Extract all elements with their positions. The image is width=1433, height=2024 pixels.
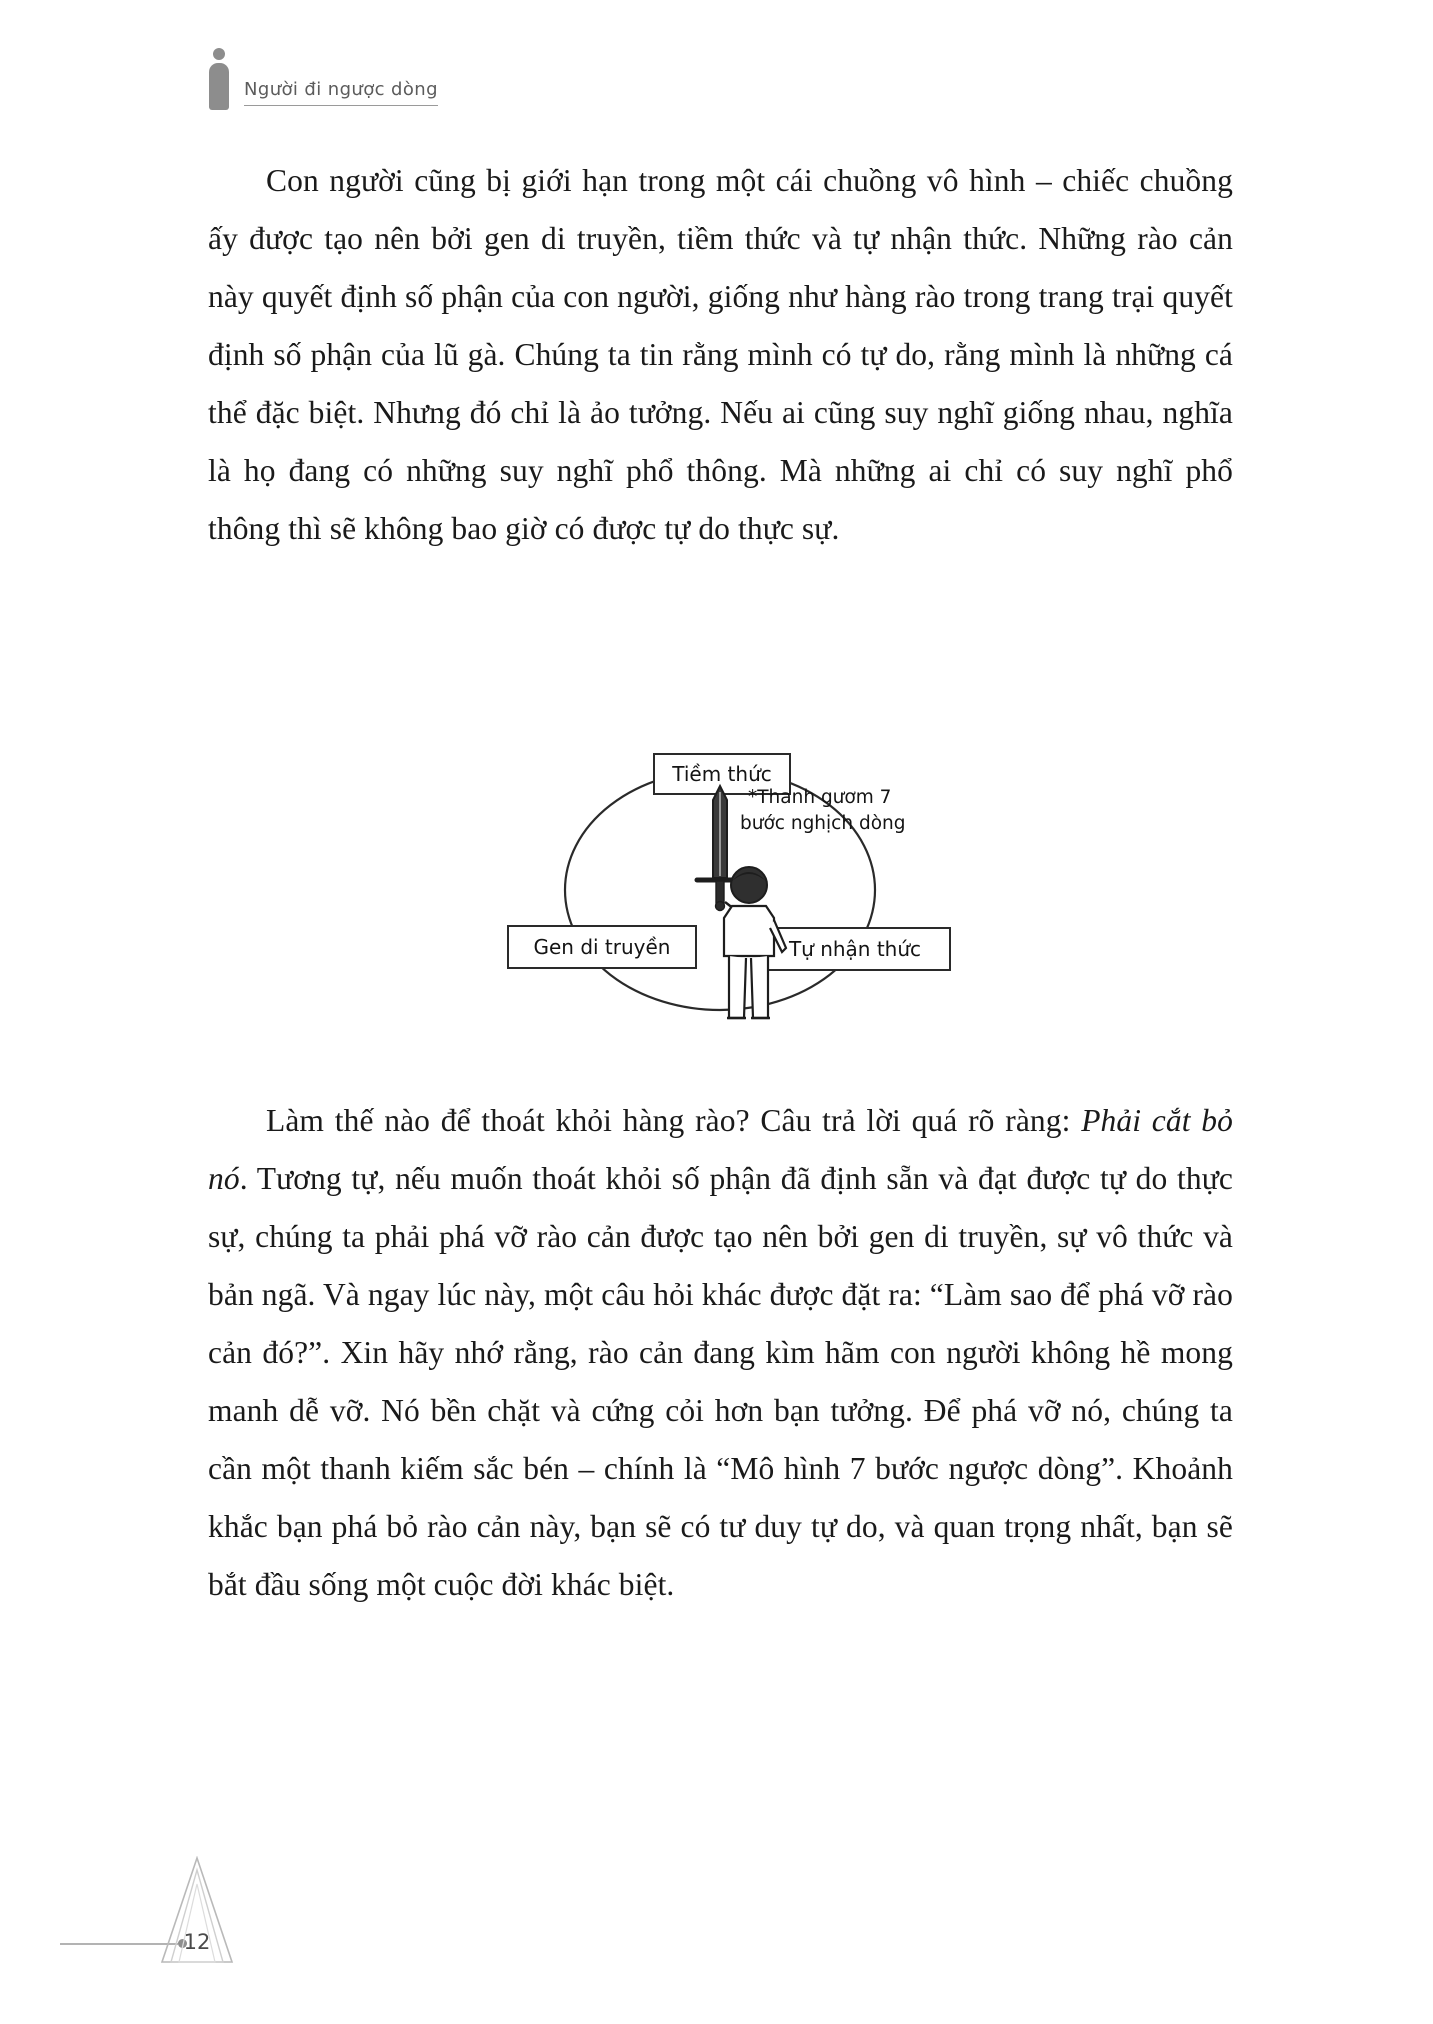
figure-label-top-text: Tiềm thức — [672, 762, 772, 786]
person-raising-sword-icon — [724, 867, 786, 1018]
paragraph-2-italic-phrase: Phải cắt bỏ nó — [208, 1103, 1234, 1196]
person-silhouette-icon — [208, 48, 230, 110]
book-title: Người đi ngược dòng — [244, 79, 438, 106]
paragraph-1: Con người cũng bị giới hạn trong một cái chuồng vô hình – chiếc chuồng ấy được tạo nên bởi gen di truyền, tiềm thức và tự nhận thức. Những rào cản này quyết định số phận của con người, giống như hàng rào trong trang trại quyết định số phận của lũ gà. Chúng ta tin rằng mình có tự do, rằng mình là những cá thể đặc biệt. Nhưng đó chỉ là ảo tưởng. Nếu ai cũng suy nghĩ giống nhau, nghĩa là họ đang có những suy nghĩ phổ thông. Mà những ai chỉ có suy nghĩ phổ thông thì sẽ không bao giờ có được tự do thực sự. — [208, 163, 1233, 546]
figure-annotation — [740, 787, 905, 834]
header-title-wrap — [244, 79, 438, 110]
body-text-block-2 — [208, 1092, 1233, 1614]
figure-annotation-line-2: bước nghịch dòng — [740, 813, 906, 834]
page-footer — [60, 1856, 240, 1966]
paragraph-2-part-1: Làm thế nào để thoát khỏi hàng rào? Câu trả lời quá rõ ràng: — [266, 1103, 1082, 1138]
figure-label-left-text: Gen di truyền — [533, 935, 671, 959]
figure-label-right-text: Tự nhận thức — [788, 937, 922, 961]
figure-annotation-line-1: *Thanh gươm 7 — [748, 787, 892, 808]
silhouette-head — [213, 48, 225, 60]
figure-label-left — [508, 926, 696, 968]
running-header — [208, 48, 438, 110]
page-number: 12 — [183, 1930, 211, 1954]
paragraph-2-part-2: . Tương tự, nếu muốn thoát khỏi số phận đã định sẵn và đạt được tự do thực sự, chúng ta phải phá vỡ rào cản được tạo nên bởi gen di truyền, sự vô thức và bản ngã. Và ngay lúc này, một câu hỏi khác được đặt ra: “Làm sao để phá vỡ rào cản đó?”. Xin hãy nhớ rằng, rào cản đang kìm hãm con người không hề mong manh dễ vỡ. Nó bền chặt và cứng cỏi hơn bạn tưởng. Để phá vỡ nó, chúng ta cần một thanh kiếm sắc bén – chính là “Mô hình 7 bước ngược dòng”. Khoảnh khắc bạn phá bỏ rào cản này, bạn sẽ có tư duy tự do, và quan trọng nhất, bạn sẽ bắt đầu sống một cuộc đời khác biệt. — [208, 1161, 1233, 1602]
silhouette-body — [209, 63, 229, 110]
figure-label-right — [760, 928, 950, 970]
figure-cage-diagram — [208, 700, 1233, 1060]
body-text-block-1 — [208, 152, 1233, 558]
paragraph-2 — [208, 1092, 1233, 1614]
